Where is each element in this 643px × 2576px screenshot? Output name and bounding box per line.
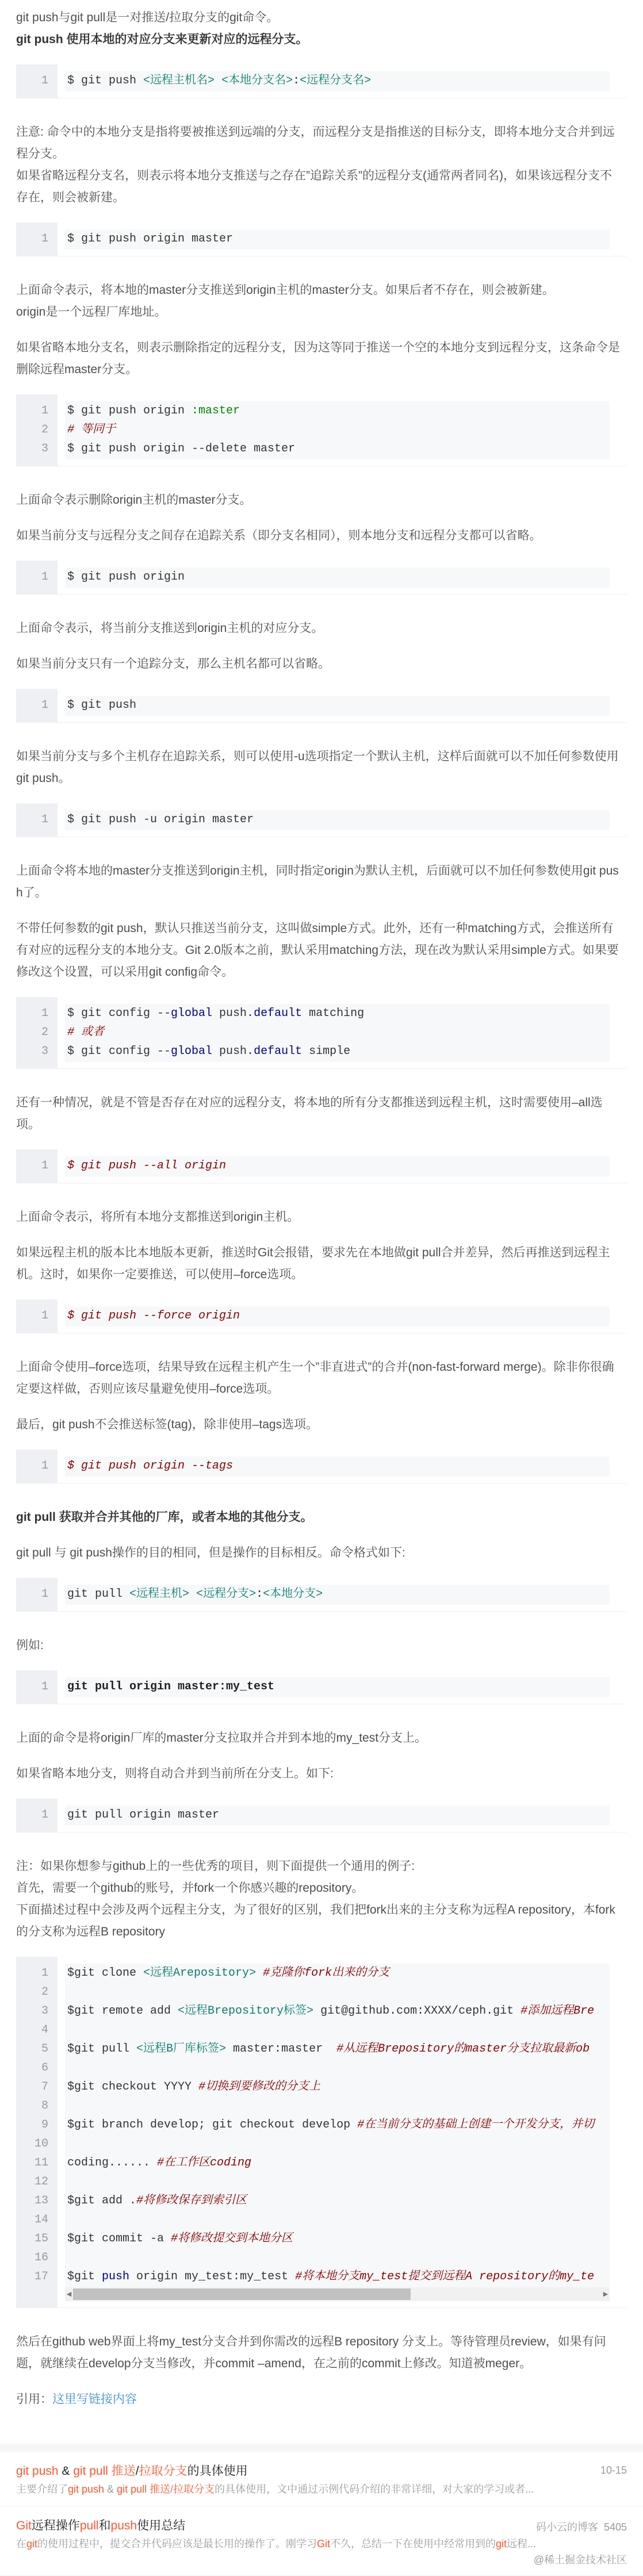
paragraph [16,7,623,29]
line-number: 9 [41,2118,48,2132]
paragraph-line: 如果省略本地分支，则将自动合并到当前所在分支上。如下: [16,1767,334,1780]
paragraph-line: 上面命令表示，将所有本地分支都推送到origin主机。 [16,1210,300,1224]
code-token-tag: <本地分支> [263,1588,323,1601]
code-token-str: :master [192,404,240,417]
line-number: 1 [41,1007,48,1020]
code-token-com: #将本地分支my_test提交到远程A repository的my_te [295,2270,595,2283]
code-line [65,2021,610,2040]
section-heading [16,29,623,51]
paragraph-line: 然后在github web界面上将my_test分支合并到你需改的远程B repository 分支上。等待管理员review，如果有问题，就继续在develop分支当修改，并commit –amend，在之前的commit上修改。知道被meger。 [16,2335,606,2370]
desc-segment: & [104,2483,117,2495]
recommendation-views: 5405 [603,2521,627,2533]
line-number: 3 [41,2004,48,2018]
line-numbers [16,1450,58,1483]
recommendation-date: 10-15 [600,2464,627,2476]
line-number: 12 [34,2175,48,2188]
code-token-pl: $ git push origin master [67,232,234,246]
code-line [65,2002,610,2021]
code-token-com: #在当前分支的基础上创建一个开发分支，并切 [357,2118,595,2132]
code-block [16,997,627,1069]
line-number: 1 [41,1680,48,1693]
code-content [65,1964,610,2301]
code-line [65,2040,610,2058]
code-token-pl [256,1966,263,1980]
line-number: 1 [41,1459,48,1473]
desc-segment: Git [317,2538,331,2550]
desc-segment: / [170,2483,174,2495]
code-token-com: # 或者 [67,1026,105,1039]
paragraph-line: 如果省略本地分支名，则表示删除指定的远程分支，因为这等同于推送一个空的本地分支到远程分支，这条命令是删除远程master分支。 [16,341,620,376]
code-line [65,1042,610,1061]
code-token-tag: <远程Brepository标签> [178,2004,314,2018]
code-token-pl: $ git config -- [67,1007,171,1020]
code-line [65,568,610,586]
code-line [65,1156,610,1175]
desc-segment: git [26,2538,38,2550]
code-line [65,1023,610,1042]
code-line [65,1983,610,2002]
desc-segment: 拉取分支 [173,2483,215,2495]
recommendation-description [16,2481,626,2498]
code-line [65,2115,610,2134]
line-number: 10 [34,2137,48,2150]
paragraph-line: 上面命令表示，将本地的master分支推送到origin主机的master分支。如果后者不存在，则会被新建。 [16,283,554,297]
paragraph [16,2331,623,2375]
recommendation-title[interactable] [16,2462,627,2481]
line-number: 13 [34,2194,48,2207]
code-line [65,810,610,829]
code-block [16,64,627,98]
title-segment: & [58,2464,74,2478]
watermark: @稀土掘金技术社区 [533,2554,627,2566]
code-block [16,561,627,595]
horizontal-scrollbar[interactable] [65,2287,610,2301]
line-number: 6 [41,2061,48,2075]
code-line [65,2096,610,2115]
paragraph [16,1763,623,1785]
code-content [65,1306,610,1327]
paragraph-line: 不带任何参数的git push，默认只推送当前分支，这叫做simple方式。此外，还有一种matching方式，会推送所有有对应的远程分支的本地分支。Git 2.0版本之前，默认采用matching方法，现在改为默认采用simple方式。如果要修改这个设置，可以采用git config命令。 [16,922,619,979]
desc-segment: 在 [16,2538,26,2550]
code-token-com: #切换到要修改的分支上 [198,2080,321,2094]
code-token-pl: git@github.com:XXXX/ceph.git [313,2004,521,2018]
code-line [65,2134,610,2153]
line-number: 1 [41,74,48,87]
paragraph [16,1727,623,1749]
line-number: 16 [34,2251,48,2264]
line-numbers [16,561,58,594]
code-token-pl: git pull origin master [67,1808,220,1822]
code-token-tag: <远程Arepository> [143,1966,257,1980]
line-number: 11 [34,2156,48,2169]
title-segment: 拉取分支 [139,2464,187,2478]
code-line [65,2229,610,2248]
code-token-tag: <远程B厂库标签> [136,2042,227,2056]
code-token-kw: global [171,1007,213,1020]
recommendation-item[interactable] [0,2452,643,2506]
paragraph-line: 最后，git push不会推送标签(tag)，除非使用–tags选项。 [16,1418,319,1431]
line-numbers [16,1300,58,1333]
paragraph-line: 还有一种情况，就是不管是否存在对应的远程分支，将本地的所有分支都推送到远程主机，这时需要使用–all选项。 [16,1096,603,1131]
code-token-pl: $ git push origin [67,404,192,417]
paragraph-line: 如果远程主机的版本比本地版本更新，推送时Git会报错，要求先在本地做git pull合并差异，然后再推送到远程主机。这时，如果你一定要推送，可以使用–force选项。 [16,1246,610,1281]
code-token-tag: <远程分支> [196,1588,257,1601]
line-number: 1 [41,1588,48,1601]
code-line [65,229,610,248]
line-numbers [16,997,58,1068]
code-token-pl: $ git push [67,699,137,712]
line-numbers [16,689,58,722]
code-line [65,1805,610,1824]
paragraph [16,1856,623,1943]
paragraph [16,1635,623,1657]
line-number: 1 [41,1309,48,1322]
code-token-pl: master:master [226,2042,337,2056]
code-token-pl: git pull [67,1588,130,1601]
code-content [65,229,610,250]
code-token-pl: $ git push [67,74,144,87]
paragraph [16,1092,623,1136]
code-content [65,1156,610,1176]
recommendation-item[interactable] [0,2506,643,2576]
line-number: 5 [41,2042,48,2056]
paragraph-line: 首先，需要一个github的账号，并fork一个你感兴趣的repository。 [16,1881,364,1895]
paragraph-line: 如果当前分支与多个主机存在追踪关系，则可以使用-u选项指定一个默认主机，这样后面就可以不加任何参数使用git push。 [16,750,619,785]
code-token-pl: $git pull [67,2042,137,2056]
code-block [16,1799,627,1833]
code-token-pl: $git checkout YYYY [67,2080,199,2094]
code-line [65,71,610,90]
title-segment: push [110,2519,137,2532]
code-content [65,71,610,91]
code-token-pl: $git [67,2270,102,2283]
title-segment: git push [16,2464,59,2478]
code-block [16,223,627,256]
recommendation-meta [530,2519,627,2534]
code-line [65,2267,610,2286]
line-number: 17 [34,2270,48,2283]
code-line [65,2210,610,2229]
paragraph-line: 上面命令使用–force选项，结果导致在远程主机产生一个”非直进式”的合并(non-fast-forward merge)。除非你很确定要这样做，否则应该尽量避免使用–force选项。 [16,1360,614,1396]
line-number: 2 [41,423,48,436]
paragraph-line: origin是一个远程厂库地址。 [16,305,167,319]
title-segment: git pull [73,2464,108,2478]
desc-segment: 不久，总结一下在使用中经常用到的 [330,2538,496,2550]
line-number: 1 [41,1966,48,1980]
reference-link[interactable]: 这里写链接内容 [52,2393,137,2406]
title-segment: Git [16,2519,32,2532]
paragraph-line: 上面命令表示，将当前分支推送到origin主机的对应分支。 [16,622,324,635]
code-token-pl: $git remote add [67,2004,178,2018]
code-token-com: $ git push --all origin [67,1159,227,1172]
code-block [16,1957,627,2308]
code-block [16,689,627,723]
desc-segment: 的使用过程中，提交合并代码应该是最长用的操作了。刚学习 [37,2538,317,2550]
line-numbers [16,1799,58,1832]
code-token-pl: push. [212,1045,254,1058]
line-numbers [16,64,58,98]
paragraph [16,918,623,983]
code-line [65,420,610,439]
code-token-pl: simple [302,1045,351,1058]
code-token-pl [189,1588,196,1601]
code-content [65,568,610,588]
paragraph-line: git push与git pull是一对推送/拉取分支的git命令。 [16,11,279,24]
code-content [65,1004,610,1062]
paragraph [16,489,623,511]
line-number: 15 [34,2232,48,2245]
line-number: 8 [41,2099,48,2113]
line-numbers [16,1670,58,1704]
scroll-right-arrow-icon[interactable]: ▶ [603,2291,608,2298]
code-block [16,394,627,466]
code-block [16,803,627,837]
paragraph-line: 如果当前分支与远程分支之间存在追踪关系（即分支名相同），则本地分支和远程分支都可以省略。 [16,529,542,542]
code-token-pl: $git add . [67,2194,137,2207]
code-content [65,401,610,459]
code-line [65,2172,610,2191]
code-line [65,2191,610,2210]
code-content [65,810,610,830]
code-token-kw: default [254,1007,303,1020]
code-line [65,696,610,715]
scrollbar-thumb[interactable] [73,2288,411,2300]
code-line [65,1964,610,1983]
title-segment: 使用总结 [137,2519,186,2532]
line-number: 7 [41,2080,48,2094]
paragraph [16,653,623,675]
paragraph [16,525,623,547]
paragraph-line: 如果省略远程分支名，则表示将本地分支推送与之存在”追踪关系”的远程分支(通常两者同名)，如果该远程分支不存在，则会被新建。 [16,169,612,204]
code-line [65,1306,610,1325]
section-divider [0,2444,643,2452]
line-number: 4 [41,2023,48,2037]
desc-segment: git pull [117,2483,147,2495]
code-token-kw: global [171,1045,213,1058]
code-token-tag: <远程分支名> [300,74,372,87]
paragraph-line: 例如: [16,1639,44,1652]
code-token-bold: git pull origin master:my_test [67,1680,275,1693]
code-token-pl: matching [302,1007,365,1020]
code-line [65,2058,610,2077]
line-number: 3 [41,442,48,455]
code-token-tag: <远程主机> [129,1588,190,1601]
code-content [65,1585,610,1605]
paragraph-line: git push 使用本地的对应分支来更新对应的远程分支。 [16,33,308,46]
line-number: 1 [41,1159,48,1172]
line-number: 1 [41,813,48,826]
line-number: 1 [41,570,48,584]
code-token-pl: $ git push origin --delete master [67,442,296,455]
code-token-pl: : [256,1588,263,1601]
paragraph-line: 上面命令表示删除origin主机的master分支。 [16,493,252,507]
desc-segment: 的具体使用，文中通过示例代码介绍的非常详细，对大家的学习或者... [215,2483,534,2495]
code-token-pl: push. [212,1007,254,1020]
code-token-pl [215,74,221,87]
paragraph-line: 注：如果你想参与github上的一些优秀的项目，则下面提供一个通用的例子: [16,1860,415,1873]
code-token-pl: $ git push -u origin master [67,813,254,826]
desc-segment: git [496,2538,507,2550]
code-token-kw: push [102,2270,130,2283]
paragraph-line: 下面描述过程中会涉及两个远程主分支，为了很好的区别，我们把fork出来的主分支称为远程A repository，本fork的分支称为远程B repository [16,1903,615,1938]
line-number: 2 [41,1026,48,1039]
paragraph [16,1542,623,1564]
paragraph-line: git pull 获取并合并其他的厂库，或者本地的其他分支。 [16,1511,313,1524]
code-token-pl: $ git push origin [67,570,185,584]
line-number: 1 [41,1808,48,1822]
desc-segment: 主要介绍了 [16,2483,68,2495]
code-token-kw: default [254,1045,303,1058]
code-token-pl: $git branch develop; git checkout develop [67,2118,358,2132]
paragraph-line: 上面命令将本地的master分支推送到origin主机，同时指定origin为默认主机，后面就可以不加任何参数使用git push了。 [16,864,619,899]
paragraph [16,1242,623,1286]
desc-segment: git push [68,2483,105,2495]
line-number: 1 [41,232,48,246]
code-line [65,2077,610,2096]
recommendation-meta [595,2464,627,2477]
code-token-pl: origin my_test:my_test [129,2270,296,2283]
title-segment: / [135,2464,139,2478]
code-token-com: #将修改提交到本地分区 [171,2232,293,2245]
code-token-com: #从远程Brepository的master分支拉取最新ob [336,2042,590,2056]
code-line [65,2153,610,2172]
line-number: 1 [41,699,48,712]
code-content [65,1677,610,1697]
paragraph [16,618,623,639]
line-numbers [16,1149,58,1183]
title-segment: 推送 [111,2464,136,2478]
desc-segment: 推送 [150,2483,171,2495]
code-block [16,1578,627,1612]
code-token-pl: : [293,74,300,87]
reference-label: 引用： [16,2393,52,2406]
section-heading [16,1506,623,1528]
line-numbers [16,223,58,256]
code-line [65,1677,610,1696]
title-segment: 的具体使用 [187,2464,248,2478]
code-token-pl: $git clone [67,1966,144,1980]
line-numbers [16,394,58,466]
code-token-tag: <本地分支名> [221,74,293,87]
recommendation-author: 码小云的博客 [535,2521,598,2533]
line-number: 1 [41,404,48,417]
code-content [65,696,610,716]
code-content [65,1456,610,1477]
paragraph-line: 注意: 命令中的本地分支是指将要被推送到远端的分支，而远程分支是指推送的目标分支，即将本地分支合并到远程分支。 [16,125,615,160]
code-line [65,1456,610,1475]
code-line [65,401,610,420]
title-segment: 和 [98,2519,111,2532]
code-content [65,1805,610,1826]
code-block [16,1450,627,1483]
reference [16,2389,623,2410]
code-block [16,1149,627,1183]
code-token-com: #克隆你fork出来的分支 [263,1966,390,1980]
code-line [65,2248,610,2267]
code-line [65,1004,610,1023]
scroll-left-arrow-icon[interactable]: ◀ [66,2291,72,2298]
paragraph [16,1206,623,1228]
line-number: 14 [34,2213,48,2226]
code-token-tag: <远程主机名> [143,74,215,87]
paragraph-line: 上面的命令是将origin厂库的master分支拉取并合并到本地的my_test分支上。 [16,1731,427,1745]
title-segment: pull [79,2519,99,2532]
code-token-com: $ git push origin --tags [67,1459,234,1473]
code-line [65,1585,610,1604]
paragraph [16,279,623,323]
paragraph [16,746,623,789]
code-block [16,1300,627,1333]
recommendation-list [0,2452,643,2576]
code-token-com: $ git push --force origin [67,1309,240,1322]
code-token-com: #添加远程Bre [520,2004,595,2018]
code-line [65,439,610,458]
line-numbers [16,803,58,837]
code-token-pl: coding...... [67,2156,158,2169]
code-token-com: #在工作区coding [157,2156,252,2169]
title-segment: 远程操作 [31,2519,80,2532]
line-numbers [16,1578,58,1611]
paragraph-line: 如果当前分支只有一个追踪分支，那么主机名都可以省略。 [16,657,330,670]
desc-segment: 远程... [507,2538,537,2550]
code-token-pl: $git commit -a [67,2232,171,2245]
code-token-com: #将修改保存到索引区 [136,2194,247,2207]
paragraph-line: git pull 与 git push操作的目的相同，但是操作的目标相反。命令格式如下: [16,1546,405,1559]
line-numbers [16,1957,58,2307]
paragraph [16,1414,623,1436]
code-token-pl: $ git config -- [67,1045,171,1058]
code-block [16,1670,627,1704]
paragraph [16,121,623,209]
paragraph [16,1356,623,1400]
code-token-com: # 等同于 [67,423,116,436]
paragraph [16,860,623,904]
line-number: 2 [41,1985,48,1999]
paragraph [16,337,623,381]
line-number: 3 [41,1045,48,1058]
